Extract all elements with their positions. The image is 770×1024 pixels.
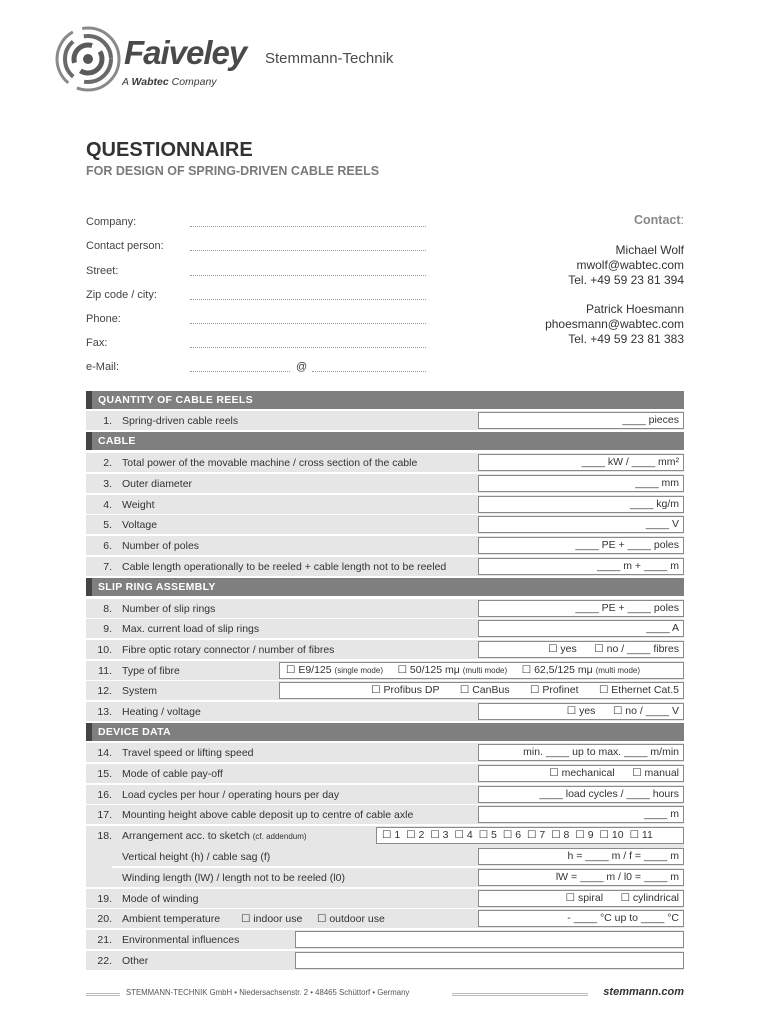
row-number: 13. bbox=[97, 706, 112, 718]
sketch-option-checkbox[interactable]: ☐ 8 bbox=[551, 829, 570, 841]
row-label: Cable length operationally to be reeled + cable length not to be reeled bbox=[122, 561, 447, 573]
sketch-option-checkbox[interactable]: ☐ 3 bbox=[430, 829, 449, 841]
row-number: 11. bbox=[98, 665, 112, 677]
brand-name: Faiveley bbox=[124, 34, 247, 71]
contact-block-1 bbox=[568, 243, 684, 288]
row-number: 7. bbox=[103, 561, 112, 573]
row-label: Voltage bbox=[122, 519, 158, 531]
company-tagline: A Wabtec Company bbox=[122, 76, 217, 88]
fax-field[interactable] bbox=[190, 347, 426, 348]
sketch-option-checkbox[interactable]: ☐ 4 bbox=[454, 829, 473, 841]
row-label: Mode of cable pay-off bbox=[122, 768, 223, 780]
outer-diameter-field[interactable]: ____ mm bbox=[478, 475, 684, 492]
sketch-option-checkbox[interactable]: ☐ 1 bbox=[382, 829, 401, 841]
row-number: 18. bbox=[97, 830, 112, 842]
sketch-option-checkbox[interactable]: ☐ 11 bbox=[629, 829, 653, 841]
fibre-type-box bbox=[279, 662, 684, 679]
sketch-options-box bbox=[376, 827, 684, 844]
travel-speed-field[interactable]: min. ____ up to max. ____ m/min bbox=[478, 744, 684, 761]
section-slip-ring-header: SLIP RING ASSEMBLY bbox=[86, 578, 684, 596]
row-number: 1. bbox=[103, 415, 112, 427]
row-label: Fibre optic rotary connector / number of fibres bbox=[122, 644, 335, 656]
sketch-option-checkbox[interactable]: ☐ 5 bbox=[478, 829, 497, 841]
footer-divider-right bbox=[452, 993, 588, 996]
email-at-sign: @ bbox=[296, 361, 308, 373]
row-label: Arrangement acc. to sketch (cf. addendum) bbox=[122, 830, 307, 842]
contact-1-name: Michael Wolf bbox=[615, 243, 684, 257]
mounting-height-field[interactable]: ____ m bbox=[478, 806, 684, 823]
heating-box bbox=[478, 703, 684, 720]
faiveley-logo-icon bbox=[52, 24, 124, 94]
row-number: 16. bbox=[97, 789, 112, 801]
profibus-checkbox[interactable]: ☐ Profibus DP bbox=[371, 684, 440, 696]
row-label: System bbox=[122, 685, 158, 697]
zip-city-field[interactable] bbox=[190, 299, 426, 300]
spiral-checkbox[interactable]: ☐ spiral bbox=[565, 892, 604, 904]
contact-2-name: Patrick Hoesmann bbox=[585, 302, 684, 316]
row-number: 10. bbox=[97, 644, 112, 656]
load-cycles-field[interactable]: ____ load cycles / ____ hours bbox=[478, 786, 684, 803]
fibre-yes-checkbox[interactable]: ☐ yes bbox=[548, 643, 577, 655]
vertical-height-field[interactable]: h = ____ m / f = ____ m bbox=[478, 848, 684, 865]
footer-address: STEMMANN-TECHNIK GmbH • Niedersachsenstr. 2 • 48465 Schüttorf • Germany bbox=[126, 988, 410, 997]
row-number: 19. bbox=[97, 893, 112, 905]
fibre-62-checkbox[interactable]: ☐ 62,5/125 mμ (multi mode) bbox=[521, 664, 641, 676]
footer-url-link[interactable]: stemmann.com bbox=[603, 986, 684, 998]
company-label: Company: bbox=[86, 216, 137, 228]
row-number: 14. bbox=[97, 747, 112, 759]
section-quantity-header: QUANTITY OF CABLE REELS bbox=[86, 391, 684, 409]
row-label: Vertical height (h) / cable sag (f) bbox=[122, 851, 271, 863]
fibre-e9-checkbox[interactable]: ☐ E9/125 (single mode) bbox=[286, 664, 383, 676]
sketch-option-checkbox[interactable]: ☐ 6 bbox=[502, 829, 522, 841]
outdoor-checkbox[interactable]: ☐ outdoor use bbox=[317, 913, 385, 925]
max-current-field[interactable]: ____ A bbox=[478, 620, 684, 637]
row-label: Mode of winding bbox=[122, 893, 199, 905]
street-field[interactable] bbox=[190, 275, 426, 276]
page-subtitle: FOR DESIGN OF SPRING-DRIVEN CABLE REELS bbox=[86, 164, 380, 178]
power-cross-section-field[interactable]: ____ kW / ____ mm² bbox=[478, 454, 684, 471]
cable-length-field[interactable]: ____ m + ____ m bbox=[478, 558, 684, 575]
sketch-option-checkbox[interactable]: ☐ 9 bbox=[575, 829, 594, 841]
row-label: Heating / voltage bbox=[122, 706, 201, 718]
ambient-temp-field[interactable]: - ____ °C up to ____ °C bbox=[478, 910, 684, 927]
fibre-50-checkbox[interactable]: ☐ 50/125 mμ (multi mode) bbox=[397, 664, 508, 676]
row-number: 15. bbox=[97, 768, 112, 780]
email-user-field[interactable] bbox=[190, 371, 290, 372]
section-device-header: DEVICE DATA bbox=[86, 723, 684, 741]
row-number: 12. bbox=[97, 685, 112, 697]
sketch-option-checkbox[interactable]: ☐ 10 bbox=[599, 829, 624, 841]
contact-2-email[interactable]: phoesmann@wabtec.com bbox=[545, 317, 684, 331]
row-label: Mounting height above cable deposit up to centre of cable axle bbox=[122, 809, 414, 821]
company-field[interactable] bbox=[190, 226, 426, 227]
phone-label: Phone: bbox=[86, 313, 121, 325]
row-label: Environmental influences bbox=[122, 934, 240, 946]
fax-label: Fax: bbox=[86, 337, 108, 349]
row-label: Ambient temperature bbox=[122, 913, 221, 925]
row-number: 20. bbox=[97, 913, 112, 925]
sketch-option-checkbox[interactable]: ☐ 2 bbox=[406, 829, 425, 841]
page-title: QUESTIONNAIRE bbox=[86, 139, 253, 161]
other-field[interactable] bbox=[295, 952, 684, 969]
ethernet-checkbox[interactable]: ☐ Ethernet Cat.5 bbox=[598, 684, 679, 696]
mechanical-checkbox[interactable]: ☐ mechanical bbox=[549, 767, 615, 779]
system-box bbox=[279, 682, 684, 699]
contact-person-label: Contact person: bbox=[86, 240, 164, 252]
sketch-option-checkbox[interactable]: ☐ 7 bbox=[527, 829, 546, 841]
row-label: Travel speed or lifting speed bbox=[122, 747, 254, 759]
row-label: Number of slip rings bbox=[122, 603, 216, 615]
contact-block-2 bbox=[545, 302, 684, 347]
cable-reels-quantity-field[interactable]: ____ pieces bbox=[478, 412, 684, 429]
row-number: 9. bbox=[103, 623, 112, 635]
zip-city-label: Zip code / city: bbox=[86, 289, 157, 301]
row-number: 22. bbox=[97, 955, 112, 967]
row-label: Spring-driven cable reels bbox=[122, 415, 239, 427]
fibre-no-checkbox[interactable]: ☐ no / ____ fibres bbox=[594, 643, 679, 655]
email-label: e-Mail: bbox=[86, 361, 120, 373]
section-cable-header: CABLE bbox=[86, 432, 684, 450]
contact-person-field[interactable] bbox=[190, 250, 426, 251]
contact-1-tel: Tel. +49 59 23 81 394 bbox=[568, 273, 684, 287]
weight-field[interactable]: ____ kg/m bbox=[478, 496, 684, 513]
payoff-box bbox=[478, 765, 684, 782]
row-label: Total power of the movable machine / cross section of the cable bbox=[122, 457, 418, 469]
row-label: Max. current load of slip rings bbox=[122, 623, 260, 635]
heating-no-checkbox[interactable]: ☐ no / ____ V bbox=[612, 705, 679, 717]
canbus-checkbox[interactable]: ☐ CanBus bbox=[459, 684, 510, 696]
row-number: 8. bbox=[103, 603, 112, 615]
row-number: 6. bbox=[103, 540, 112, 552]
winding-box bbox=[478, 890, 684, 907]
voltage-field[interactable]: ____ V bbox=[478, 516, 684, 533]
row-number: 17. bbox=[97, 809, 112, 821]
row-label: Load cycles per hour / operating hours per day bbox=[122, 789, 340, 801]
contact-heading: Contact: bbox=[633, 213, 684, 227]
environmental-field[interactable] bbox=[295, 931, 684, 948]
row-label: Type of fibre bbox=[122, 665, 180, 677]
row-label: Outer diameter bbox=[122, 478, 193, 490]
number-of-poles-field[interactable]: ____ PE + ____ poles bbox=[478, 537, 684, 554]
row-number: 5. bbox=[103, 519, 112, 531]
contact-2-tel: Tel. +49 59 23 81 383 bbox=[568, 332, 684, 346]
contact-1-email[interactable]: mwolf@wabtec.com bbox=[576, 258, 684, 272]
row-label: Other bbox=[122, 955, 149, 967]
fibre-connector-box bbox=[478, 641, 684, 658]
row-label: Number of poles bbox=[122, 540, 200, 552]
profinet-checkbox[interactable]: ☐ Profinet bbox=[530, 684, 579, 696]
row-number: 21. bbox=[97, 934, 112, 946]
row-number: 2. bbox=[103, 457, 112, 469]
cylindrical-checkbox[interactable]: ☐ cylindrical bbox=[620, 892, 679, 904]
indoor-checkbox[interactable]: ☐ indoor use bbox=[241, 913, 303, 925]
manual-checkbox[interactable]: ☐ manual bbox=[632, 767, 679, 779]
phone-field[interactable] bbox=[190, 323, 426, 324]
footer-divider-left bbox=[86, 993, 120, 996]
heating-yes-checkbox[interactable]: ☐ yes bbox=[566, 705, 596, 717]
slip-rings-number-field[interactable]: ____ PE + ____ poles bbox=[478, 600, 684, 617]
street-label: Street: bbox=[86, 265, 119, 277]
row-number: 4. bbox=[103, 499, 112, 511]
row-label: Weight bbox=[122, 499, 155, 511]
row-label: Winding length (lW) / length not to be reeled (l0) bbox=[122, 872, 345, 884]
row-number: 3. bbox=[103, 478, 112, 490]
winding-length-field[interactable]: lW = ____ m / l0 = ____ m bbox=[478, 869, 684, 886]
email-domain-field[interactable] bbox=[312, 371, 426, 372]
brand-subtitle: Stemmann-Technik bbox=[265, 50, 394, 67]
